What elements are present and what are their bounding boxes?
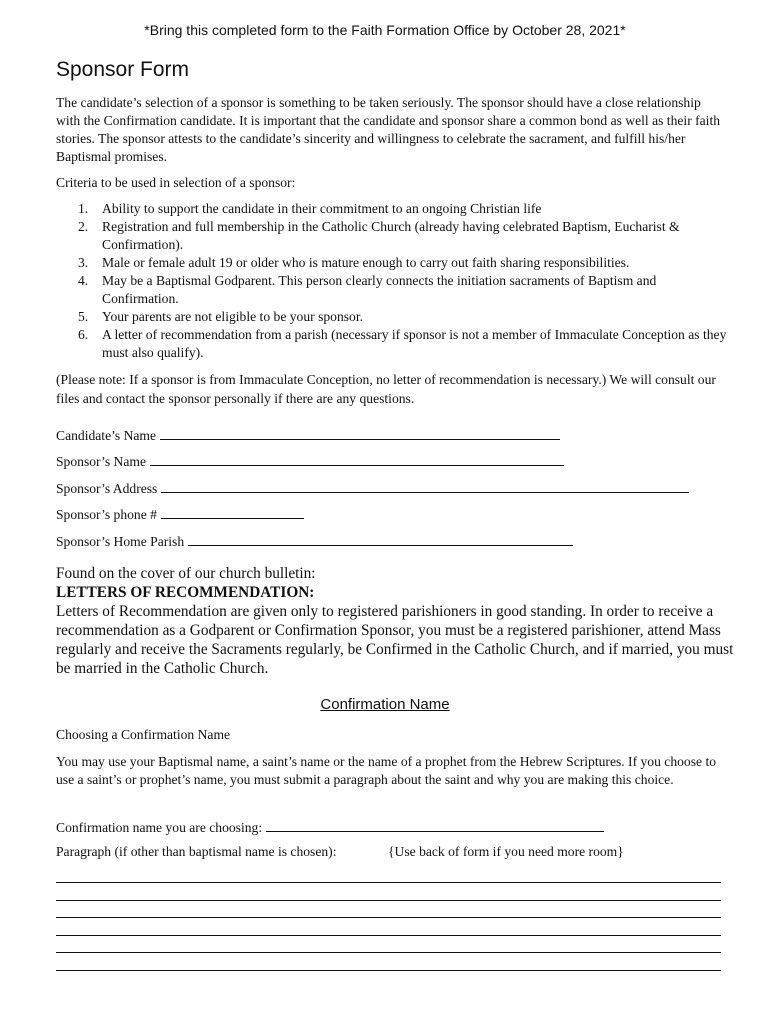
criteria-item [56, 308, 728, 326]
criteria-item [56, 254, 728, 272]
sponsor-name-field[interactable] [150, 452, 564, 466]
sponsor-parish-field[interactable] [188, 532, 573, 546]
criteria-number: 3. [78, 255, 89, 270]
criteria-item [56, 326, 728, 362]
candidate-name-row [56, 426, 560, 444]
confirmation-name-label: Confirmation name you are choosing: [56, 820, 263, 835]
sponsor-address-row [56, 479, 689, 497]
confirmation-name-field[interactable] [266, 818, 604, 832]
paragraph-line[interactable] [56, 952, 721, 953]
deadline-notice: *Bring this completed form to the Faith Formation Office by October 28, 2021* [144, 22, 626, 38]
paragraph-line[interactable] [56, 917, 721, 918]
paragraph-line[interactable] [56, 935, 721, 936]
sponsor-parish-row [56, 532, 573, 550]
sponsor-phone-row [56, 505, 304, 523]
criteria-text: May be a Baptismal Godparent. This person clearly connects the initiation sacraments of Baptism and Confirmation. [102, 273, 657, 306]
paragraph-line[interactable] [56, 900, 721, 901]
paragraph-line[interactable] [56, 970, 721, 971]
sponsor-parish-label: Sponsor’s Home Parish [56, 534, 185, 549]
criteria-text: Ability to support the candidate in their commitment to an ongoing Christian life [102, 201, 542, 216]
sponsor-address-label: Sponsor’s Address [56, 481, 158, 496]
bulletin-section [56, 564, 736, 678]
criteria-text: Your parents are not eligible to be your sponsor. [102, 309, 364, 324]
criteria-number: 4. [78, 273, 89, 288]
confirmation-paragraph: You may use your Baptismal name, a saint’s name or the name of a prophet from the Hebrew Scriptures. If you choose to use a saint’s or prophet’s name, you must submit a paragraph about the saint and why you are making this choice. [56, 754, 717, 787]
form-title: Sponsor Form [56, 58, 190, 81]
confirmation-name-title: Confirmation Name [320, 696, 450, 713]
sponsor-phone-label: Sponsor’s phone # [56, 507, 157, 522]
criteria-item [56, 200, 728, 218]
choosing-label: Choosing a Confirmation Name [56, 727, 231, 742]
sponsor-phone-field[interactable] [161, 505, 304, 519]
sponsor-address-field[interactable] [161, 479, 689, 493]
sponsor-name-row [56, 452, 564, 470]
criteria-item [56, 272, 728, 308]
intro-paragraph: The candidate’s selection of a sponsor is something to be taken seriously. The sponsor should have a close relationship with the Confirmation candidate. It is important that the candidate and sponsor share a common bond as well as their faith stories. The sponsor attests to the candidate’s sincerity and willingness to celebrate the sacrament, and fulfill his/her Baptismal promises. [56, 95, 721, 164]
criteria-list [56, 200, 728, 362]
criteria-item [56, 218, 728, 254]
criteria-text: Male or female adult 19 or older who is mature enough to carry out faith sharing responsibilities. [102, 255, 630, 270]
criteria-number: 2. [78, 219, 89, 234]
paragraph-hint: {Use back of form if you need more room} [388, 844, 624, 859]
paragraph-label: Paragraph (if other than baptismal name is chosen): [56, 844, 337, 859]
note-paragraph: (Please note: If a sponsor is from Immaculate Conception, no letter of recommendation is necessary.) We will consult our files and contact the sponsor personally if there are any questions. [56, 372, 716, 406]
letters-body: Letters of Recommendation are given only to registered parishioners in good standing. In order to receive a recommendation as a Godparent or Confirmation Sponsor, you must be a registered parishioner, attend Mass regularly and receive the Sacraments regularly, be Confirmed in the Catholic Church, and if married, you must be married in the Catholic Church. [56, 603, 734, 677]
sponsor-name-label: Sponsor’s Name [56, 454, 146, 469]
candidate-name-field[interactable] [160, 426, 560, 440]
criteria-number: 5. [78, 309, 89, 324]
bulletin-intro: Found on the cover of our church bulletin: [56, 565, 316, 582]
criteria-number: 1. [78, 201, 89, 216]
criteria-label: Criteria to be used in selection of a sponsor: [56, 175, 296, 190]
letters-heading: LETTERS OF RECOMMENDATION: [56, 584, 315, 601]
candidate-name-label: Candidate’s Name [56, 428, 157, 443]
confirmation-name-row [56, 818, 604, 836]
paragraph-line[interactable] [56, 882, 721, 883]
criteria-text: Registration and full membership in the Catholic Church (already having celebrated Baptism, Eucharist & Confirmation). [102, 219, 680, 252]
criteria-number: 6. [78, 327, 89, 342]
criteria-text: A letter of recommendation from a parish (necessary if sponsor is not a member of Immaculate Conception as they must also qualify). [102, 327, 727, 360]
